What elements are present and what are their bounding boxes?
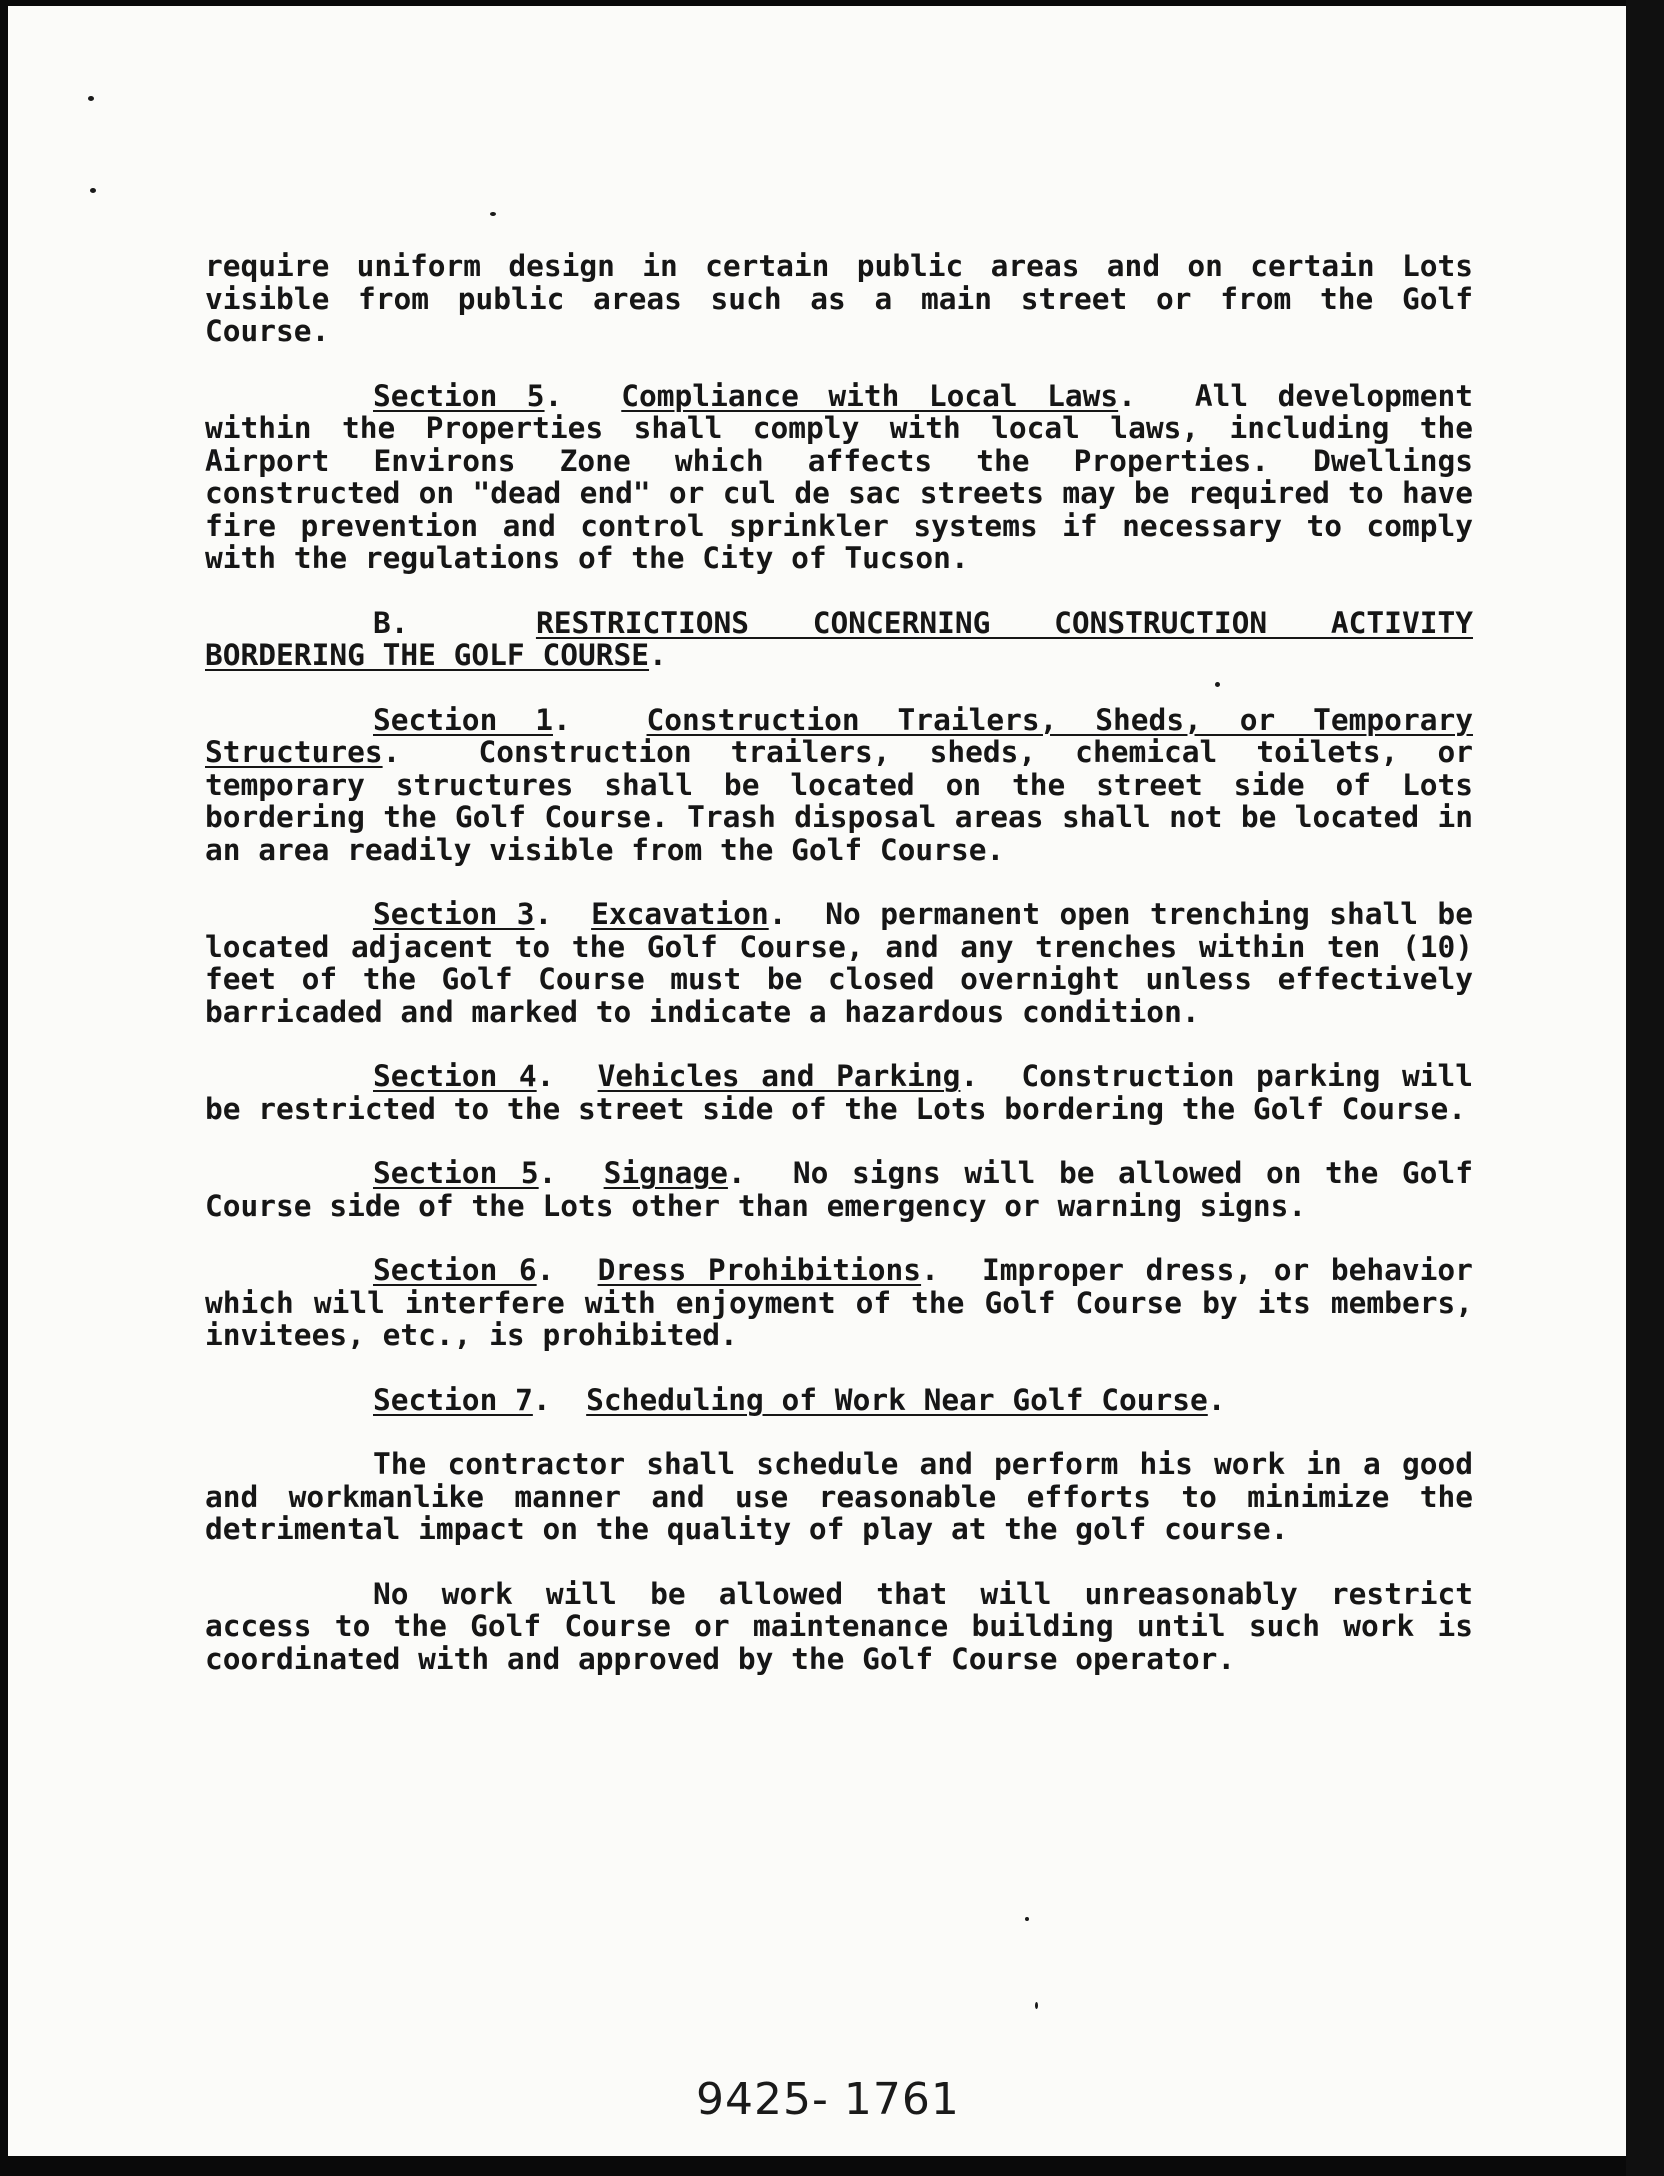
section-label: Section 5 [373,1156,539,1190]
section-signage: Section 5. Signage. No signs will be allowed on the Golf Course side of the Lots other than emergency or warning signs. [205,1156,1473,1223]
section-body: All development within the Properties shall comply with local laws, including the Airport Environs Zone which affects the Properties. Dwellings constructed on "dead end" or cul de sac streets may be required to have fire prevention and control sprinkler systems if necessary to comply with the regulations of the City of Tucson. [205,378,1473,575]
heading-b [205,607,1473,640]
scan-speck [90,188,96,193]
heading-b-letter: B. [373,605,409,640]
scan-speck [88,96,94,101]
scan-edge [1626,0,1664,2176]
heading-b-title-line2: BORDERING THE GOLF COURSE [205,638,650,672]
section-title: Compliance with Local Laws [621,378,1119,413]
scan-speck [490,212,496,216]
section-body: Improper dress, or behavior which will interfere with enjoyment of the Golf Course by its members, invitees, etc., is prohibited. [205,1253,1473,1352]
section-title: Signage [603,1156,728,1190]
section-title: Construction Trailers, Sheds, or Temporary Structures [205,702,1473,769]
section-label: Section 6 [373,1253,537,1287]
section-label: Section 5 [373,378,545,413]
paragraph-no-work: No work will be allowed that will unreasonably restrict access to the Golf Course or maintenance building until such work is coordinated with and approved by the Golf Course operator. [205,1576,1473,1676]
section-title: Scheduling of Work Near Golf Course [586,1382,1208,1417]
section-title: Dress Prohibitions [597,1253,922,1287]
section-body: No permanent open trenching shall be located adjacent to the Golf Course, and any trenches within ten (10) feet of the Golf Course must be closed overnight unless effectively barricaded and marked to indicate a hazardous condition. [205,897,1473,1029]
section-body: No signs will be allowed on the Golf Course side of the Lots other than emergency or warning signs. [205,1156,1473,1223]
heading-b-continued: BORDERING THE GOLF COURSE. [205,638,667,672]
section-dress-prohibitions: Section 6. Dress Prohibitions. Improper dress, or behavior which will interfere with enjoyment of the Golf Course by its members, invitees, etc., is prohibited. [205,1253,1473,1352]
section-compliance: Section 5. Compliance with Local Laws. All development within the Properties shall comply with local laws, including the Airport Environs Zone which affects the Properties. Dwellings constructed on "dead end" or cul de sac streets may be required to have fire prevention and control sprinkler systems if necessary to comply with the regulations of the City of Tucson. [205,378,1473,575]
section-body: Construction parking will be restricted to the street side of the Lots bordering the Golf Course. [205,1059,1473,1126]
scan-speck [1035,2002,1038,2009]
section-label: Section 3 [373,897,535,931]
section-title: Vehicles and Parking [597,1059,961,1093]
section-construction-trailers: Section 1. Construction Trailers, Sheds, or Temporary Structures. Construction trailers, sheds, chemical toilets, or temporary structures shall be located on the street side of Lots bordering the Golf Course. Trash disposal areas shall not be located in an area readily visible from the Golf Course. [205,702,1473,867]
scan-speck [1025,1917,1029,1921]
section-label: Section 4 [373,1059,537,1093]
section-vehicles-parking: Section 4. Vehicles and Parking. Construction parking will be restricted to the street side of the Lots bordering the Golf Course. [205,1059,1473,1126]
section-title: Excavation [591,897,769,931]
footer-document-number: 9425- 1761 [696,2074,960,2125]
section-body: Construction trailers, sheds, chemical toilets, or temporary structures shall be located on the street side of Lots bordering the Golf Course. Trash disposal areas shall not be located in an area readily visible from the Golf Course. [205,735,1473,867]
paragraph-uniform-design: require uniform design in certain public areas and on certain Lots visible from public areas such as a main street or from the Golf Course. [205,249,1473,348]
document-body [205,250,1473,1707]
section-label: Section 7 [373,1382,533,1417]
paragraph-contractor: The contractor shall schedule and perform his work in a good and workmanlike manner and use reasonable efforts to minimize the detrimental impact on the quality of play at the golf course. [205,1447,1473,1546]
section-excavation: Section 3. Excavation. No permanent open trenching shall be located adjacent to the Golf Course, and any trenches within ten (10) feet of the Golf Course must be closed overnight unless effectively barricaded and marked to indicate a hazardous condition. [205,897,1473,1029]
section-scheduling: Section 7. Scheduling of Work Near Golf Course. [373,1382,1226,1417]
heading-b-title-line1: RESTRICTIONS CONCERNING CONSTRUCTION ACTIVITY [535,605,1473,640]
section-label: Section 1 [373,702,553,737]
